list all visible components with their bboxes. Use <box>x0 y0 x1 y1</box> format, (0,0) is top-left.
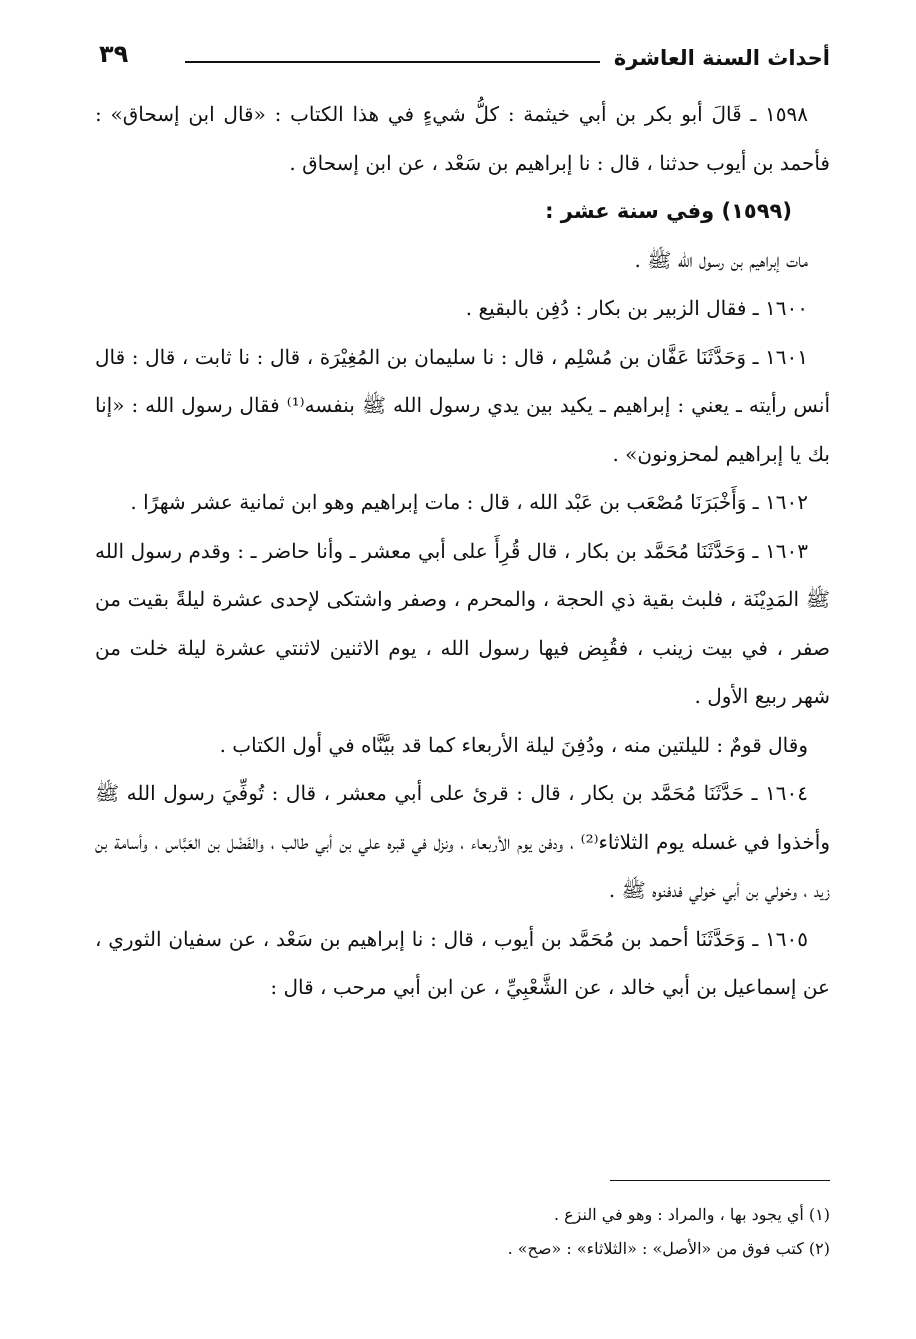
paragraph-1598: ١٥٩٨ ـ قَالَ أبو بكر بن أبي خيثمة : كلُّ شيءٍ في هذا الكتاب : «قال ابن إسحاق» : فأحمد بن أيوب حدثنا ، قال : نا إبراهيم بن سَعْد ، عن ابن إسحاق . <box>95 102 830 175</box>
paragraph-1604: ١٦٠٤ ـ حَدَّثَنَا مُحَمَّد بن بكار ، قال : قرئ على أبي معشر ، قال : تُوفِّيَ رسول الله ﷺ وأخذوا في غسله يوم الثلاثاء⁽²⁾ ، ودفن يوم الأربعاء ، ونزل في قبره علي بن أبي طالب ، والفَضْل بن العَبَّاس ، وأسامة بن زيد ، وخولي بن أبي خولي فدفنوه ﷺ . <box>95 781 830 902</box>
paragraph-1599-body: مات إبراهيم بن رسول الله ﷺ . <box>634 247 808 272</box>
paragraph-1605: ١٦٠٥ ـ وَحَدَّثَنَا أحمد بن مُحَمَّد بن أيوب ، قال : نا إبراهيم بن سَعْد ، عن سفيان الثوري ، عن إسماعيل بن أبي خالد ، عن الشَّعْبِيِّ ، عن ابن أبي مرحب ، قال : <box>95 926 830 999</box>
book-page <box>95 38 830 1298</box>
header-rule <box>185 61 600 63</box>
section-heading-1599: (١٥٩٩) وفي سنة عشر : <box>545 199 792 223</box>
paragraph-1603: ١٦٠٣ ـ وَحَدَّثَنَا مُحَمَّد بن بكار ، قال قُرِأَ على أبي معشر ـ وأنا حاضر ـ : وقدم رسول الله ﷺ المَدِيْنَة ، فلبث بقية ذي الحجة ، والمحرم ، وصفر واشتكى لإحدى عشرة ليلةً بقيت من صفر ، في بيت زينب ، فقُبِض فيها رسول الله ، يوم الاثنين لاثنتي عشرة ليلة خلت من شهر ربيع الأول . <box>95 538 830 708</box>
paragraph-1601: ١٦٠١ ـ وَحَدَّثَنَا عَفَّان بن مُسْلِم ، قال : نا سليمان بن المُغِيْرَة ، قال : نا ثابت ، قال : قال أنس رأيته ـ يعني : إبراهيم ـ يكيد بين يدي رسول الله ﷺ بنفسه⁽¹⁾ فقال رسول الله : «إنا بك يا إبراهيم لمحزونون» . <box>95 344 831 466</box>
footnote-rule <box>610 1180 830 1181</box>
running-title: أحداث السنة العاشرة <box>613 46 830 70</box>
page-number: ٣٩ <box>99 40 129 68</box>
paragraph-1602: ١٦٠٢ ـ وَأَخْبَرَنَا مُصْعَب بن عَبْد الله ، قال : مات إبراهيم وهو ابن ثمانية عشر شهرًا . <box>130 490 808 514</box>
paragraph-1603-note: وقال قومٌ : لليلتين منه ، ودُفِنَ ليلة الأربعاء كما قد بيَّنَّاه في أول الكتاب . <box>219 732 808 757</box>
paragraph-1600: ١٦٠٠ ـ فقال الزبير بن بكار : دُفِن بالبقيع . <box>465 296 808 320</box>
footnote-2: (٢) كتب فوق من «الأصل» : «الثلاثاء» : «صح» . <box>507 1239 830 1258</box>
running-header <box>95 38 830 78</box>
footnotes <box>95 1198 830 1266</box>
footnote-1: (١) أي يجود بها ، والمراد : وهو في النزع . <box>553 1205 830 1224</box>
body-text <box>95 90 830 1012</box>
